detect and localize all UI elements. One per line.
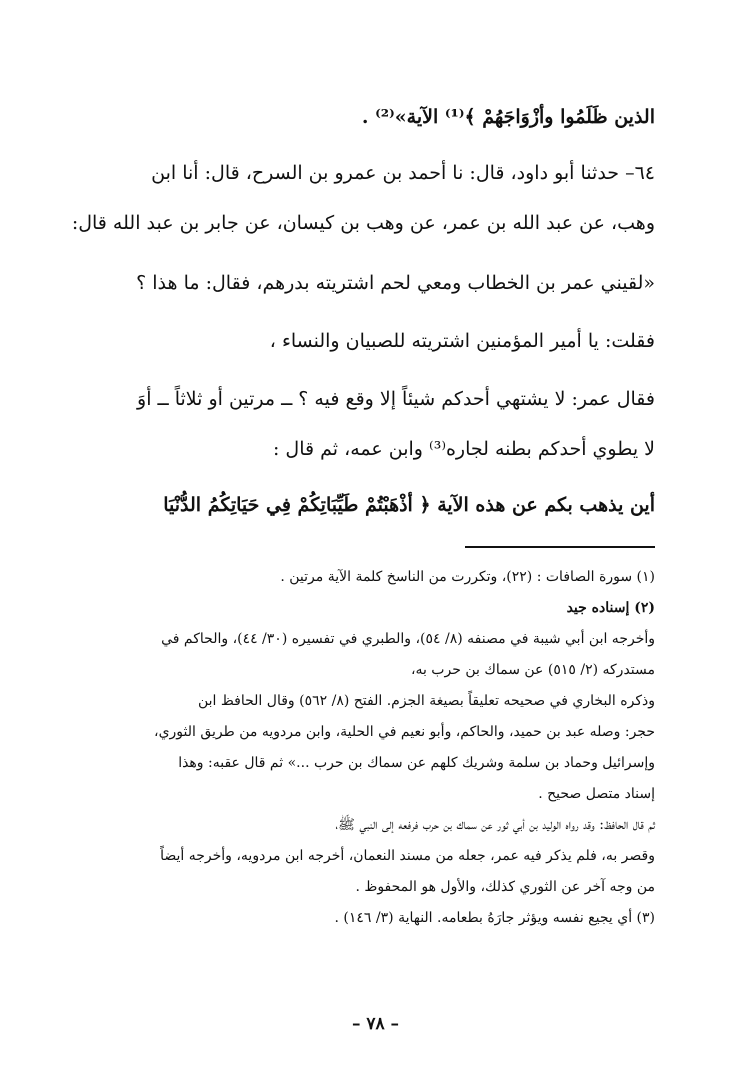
footnote-3: (٣) أي يجيع نفسه ويؤثر جارَهُ بطعامه. النهاية (٣/ ١٤٦) . bbox=[334, 910, 655, 926]
text-line-3: وهب، عن عبد الله بن عمر، عن وهب بن كيسان، عن جابر بن عبد الله قال: bbox=[71, 212, 655, 234]
text-line-1: الذين ظَلَمُوا وأزْوَاجَهُمْ ﴾⁽¹⁾ الآية»⁽²⁾ . bbox=[361, 106, 655, 128]
footnote-line: وإسرائيل وحماد بن سلمة وشريك كلهم عن سماك بن حرب ...» ثم قال عقبه: وهذا bbox=[178, 755, 655, 771]
footnote-line: حجر: وصله عبد بن حميد، والحاكم، وأبو نعيم في الحلية، وابن مردويه من طريق الثوري، bbox=[154, 724, 655, 740]
footnote-line: إسناد متصل صحيح . bbox=[538, 786, 655, 802]
footnote-2-heading: (٢) إسناده جيد bbox=[566, 600, 655, 616]
footnote-line: ثم قال الحافظ: وقد رواه الوليد بن أبي ثور عن سماك بن حرب فرفعه إلى النبي ﷺ، bbox=[335, 817, 655, 833]
footnote-line: وقصر به، فلم يذكر فيه عمر، جعله من مسند النعمان، أخرجه ابن مردويه، وأخرجه أيضاً bbox=[160, 848, 655, 864]
text-line-7: لا يطوي أحدكم بطنه لجاره⁽³⁾ وابن عمه، ثم قال : bbox=[272, 438, 655, 460]
footnote-1: (١) سورة الصافات : (٢٢)، وتكررت من الناسخ كلمة الآية مرتين . bbox=[280, 569, 655, 585]
text-line-4: «لقيني عمر بن الخطاب ومعي لحم اشتريته بدرهم، فقال: ما هذا ؟ bbox=[136, 272, 655, 294]
footnote-line: من وجه آخر عن الثوري كذلك، والأول هو المحفوظ . bbox=[355, 879, 655, 895]
footnote-divider bbox=[465, 546, 655, 548]
footnote-line: مستدركه (٢/ ٥١٥) عن سماك بن حرب به، bbox=[410, 662, 655, 678]
page-number: – ٧٨ – bbox=[351, 1014, 400, 1034]
text-line-8: أين يذهب بكم عن هذه الآية ﴿ أذْهَبْتُمْ طَيِّبَاتِكُمْ فِي حَيَاتِكُمُ الدُّنْيَا bbox=[163, 494, 655, 516]
footnotes bbox=[77, 562, 655, 934]
footnote-line: وأخرجه ابن أبي شيبة في مصنفه (٨/ ٥٤)، والطبري في تفسيره (٣٠/ ٤٤)، والحاكم في bbox=[161, 631, 655, 647]
text-line-6: فقال عمر: لا يشتهي أحدكم شيئاً إلا وقع فيه ؟ ــ مرتين أو ثلاثاً ــ أوَ bbox=[137, 388, 655, 410]
footnote-line: وذكره البخاري في صحيحه تعليقاً بصيغة الجزم. الفتح (٨/ ٥٦٢) وقال الحافظ ابن bbox=[197, 693, 655, 709]
main-text bbox=[71, 92, 655, 530]
text-line-5: فقلت: يا أمير المؤمنين اشتريته للصبيان والنساء ، bbox=[269, 330, 655, 352]
text-line-2: ٦٤– حدثنا أبو داود، قال: نا أحمد بن عمرو بن السرح، قال: أنا ابن bbox=[151, 162, 655, 184]
